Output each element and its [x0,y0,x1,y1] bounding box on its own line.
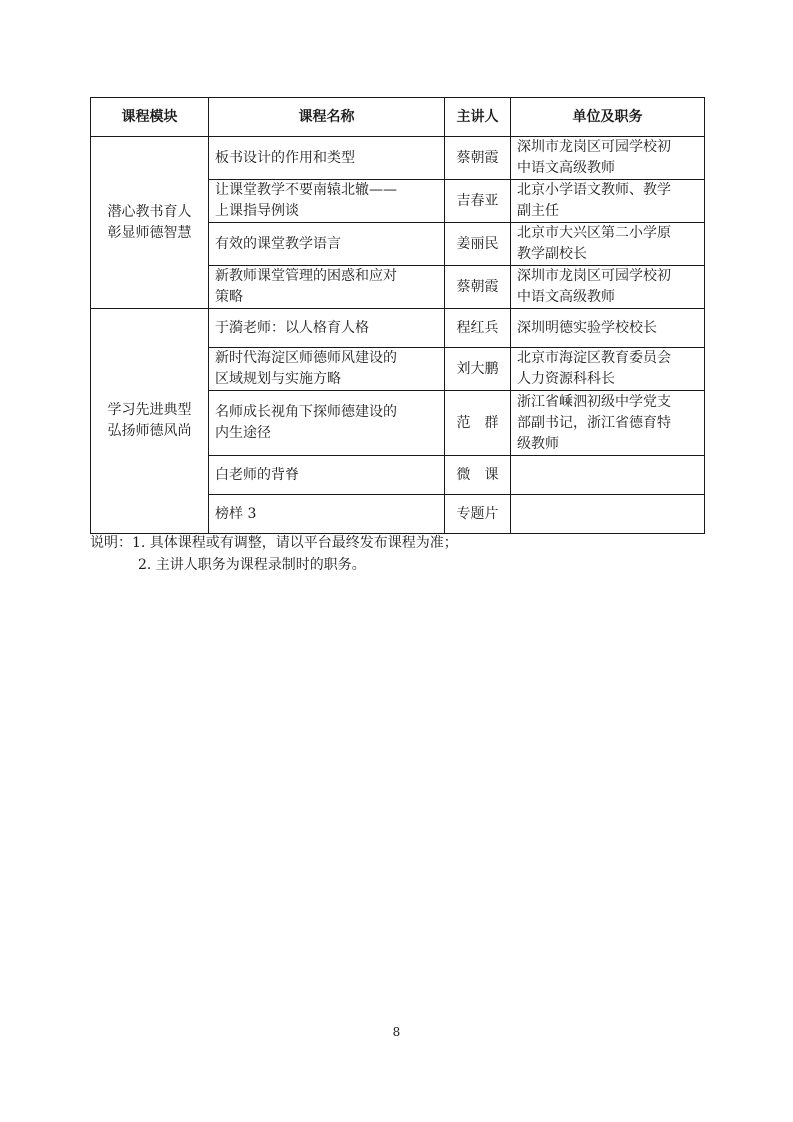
course-name-cell [209,309,445,348]
unit-line: 深圳市龙岗区可园学校初 [517,268,671,284]
header-module: 课程模块 [91,98,209,137]
module-cell [91,137,209,309]
unit-line: 北京市大兴区第二小学原 [517,225,671,241]
table-row [91,137,705,180]
unit-line: 浙江省嵊泗初级中学党支 [517,393,671,410]
unit-cell [511,456,705,495]
unit-cell [511,309,705,348]
speaker-cell: 姜丽民 [445,223,511,266]
unit-cell [511,137,705,180]
unit-cell [511,348,705,391]
course-name-line: 板书设计的作用和类型 [215,149,355,166]
speaker-cell: 程红兵 [445,309,511,348]
course-name-cell [209,348,445,391]
module-line: 学习先进典型 [107,402,192,418]
course-name-line: 白老师的背脊 [215,466,299,483]
header-speaker: 主讲人 [445,98,511,137]
unit-line: 北京小学语文教师、教学 [517,182,671,198]
note-line-1: 说明：1. 具体课程或有调整，请以平台最终发布课程为准； [90,535,458,551]
course-table [90,97,705,534]
speaker-cell: 刘大鹏 [445,348,511,391]
speaker-cell: 专题片 [445,495,511,534]
table-notes [90,532,458,576]
speaker-cell: 范 群 [445,391,511,456]
course-name-line: 内生途径 [215,425,271,441]
course-name-cell [209,456,445,495]
unit-line: 部副书记，浙江省德育特 [517,414,671,431]
course-name-line: 新教师课堂管理的困惑和应对 [215,268,397,284]
unit-cell [511,391,705,456]
unit-line: 深圳市龙岗区可园学校初 [517,139,671,155]
unit-line: 北京市海淀区教育委员会 [517,350,671,366]
course-name-line: 于漪老师：以人格育人格 [215,319,369,336]
course-name-line: 有效的课堂教学语言 [215,235,341,252]
unit-line: 人力资源科科长 [517,371,615,387]
page-number: 8 [392,1025,401,1039]
course-name-cell [209,137,445,180]
speaker-cell: 吉春亚 [445,180,511,223]
unit-line: 中语文高级教师 [517,160,615,176]
course-name-line: 上课指导例谈 [215,203,299,219]
module-cell [91,309,209,534]
course-name-cell [209,495,445,534]
speaker-cell: 微 课 [445,456,511,495]
unit-cell [511,180,705,223]
course-name-cell [209,223,445,266]
header-unit-title: 单位及职务 [511,98,705,137]
speaker-cell: 蔡朝霞 [445,137,511,180]
unit-cell [511,495,705,534]
course-name-line: 让课堂教学不要南辕北辙—— [215,182,397,198]
unit-cell [511,266,705,309]
unit-line: 级教师 [517,435,559,452]
course-name-line: 榜样 3 [215,505,257,522]
module-line: 弘扬师德风尚 [107,423,192,439]
table-header-row [91,98,705,137]
course-name-line: 策略 [215,289,243,305]
course-name-line: 区域规划与实施方略 [215,371,341,387]
unit-cell [511,223,705,266]
course-name-line: 新时代海淀区师德师风建设的 [215,350,397,366]
unit-line: 教学副校长 [517,246,587,262]
module-line: 潜心教书育人 [107,203,192,220]
course-name-line: 名师成长视角下探师德建设的 [215,404,397,420]
header-course-name: 课程名称 [209,98,445,137]
module-line: 彰显师德智慧 [107,224,192,241]
unit-line: 中语文高级教师 [517,289,615,305]
course-name-cell [209,391,445,456]
unit-line: 深圳明德实验学校校长 [517,319,657,336]
note-line-2: 2. 主讲人职务为课程录制时的职务。 [138,557,366,573]
unit-line: 副主任 [517,203,559,219]
speaker-cell: 蔡朝霞 [445,266,511,309]
course-name-cell [209,180,445,223]
course-name-cell [209,266,445,309]
table-row [91,309,705,348]
